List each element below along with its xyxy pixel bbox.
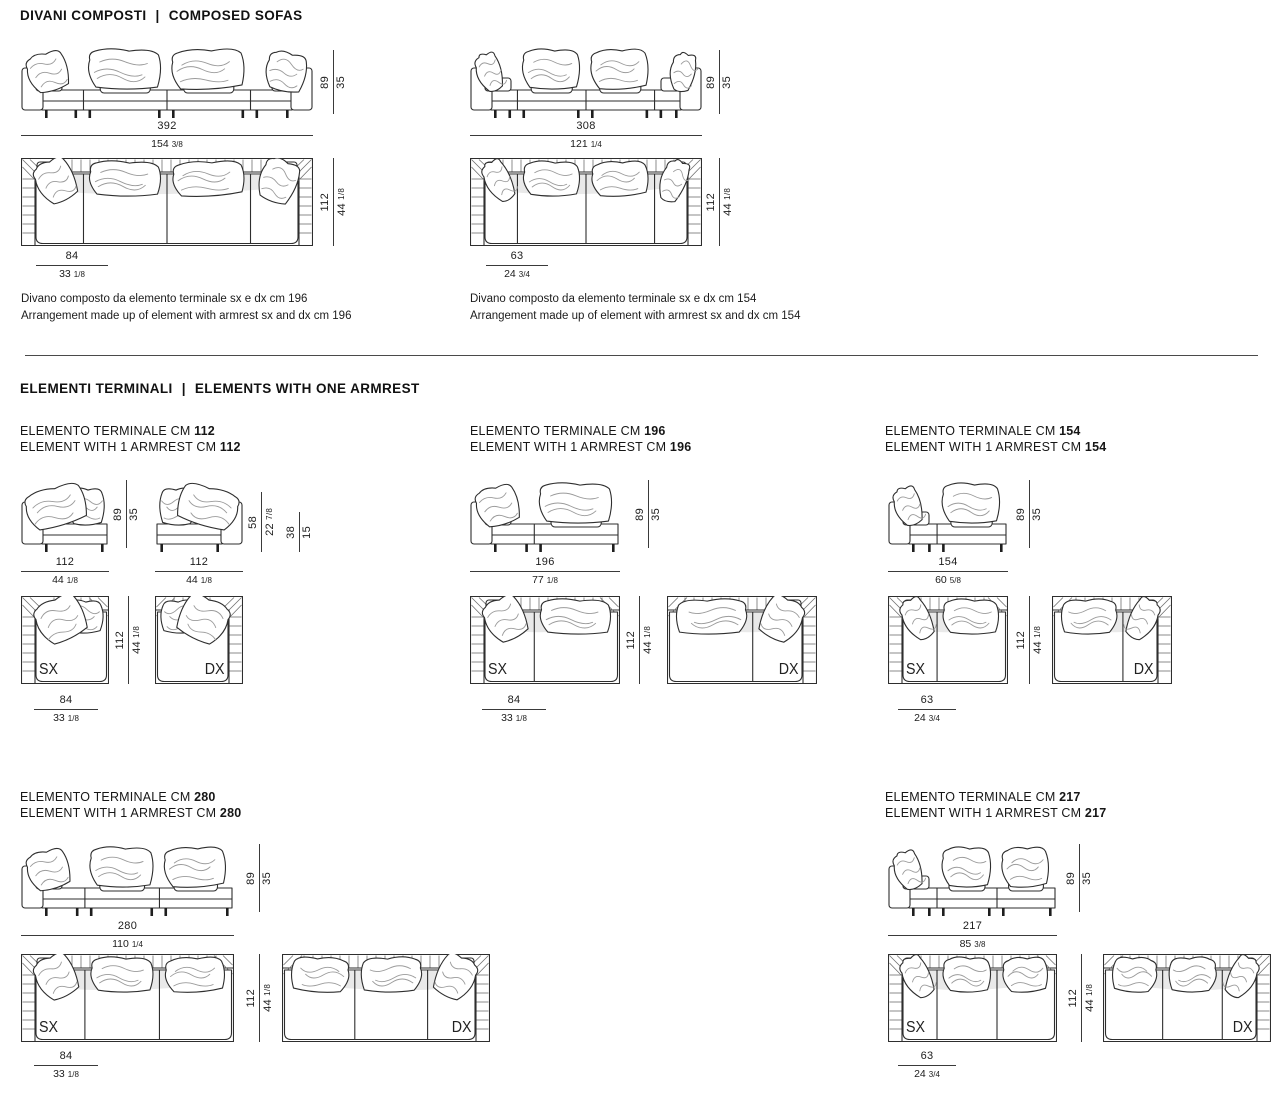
element-196-plan-sx-drawing [470,596,620,684]
plan-label-sx: SX [488,661,508,678]
dim-in-label: 35 [335,75,347,89]
element-280-front-drawing [21,840,234,918]
dim-cm-label: 280 [117,920,138,932]
width-dim-112-dx [155,556,243,587]
dim-cm-label: 63 [510,250,524,262]
section-title-en: ELEMENTS WITH ONE ARMREST [194,381,420,396]
dim-cm-label: 89 [634,507,646,521]
element-196-plan-dx-drawing [667,596,817,684]
element-112-plan-sx-drawing [21,596,109,684]
dim-cm-label: 112 [114,630,126,650]
dim-cm-label: 112 [319,192,331,212]
composed-sofa-392-caption [21,291,351,324]
title-separator: | [181,381,186,396]
dim-cm-label: 112 [705,192,717,212]
dim-in-label: 35 [721,75,733,89]
dim-in-label: 121 1/4 [570,138,602,150]
dimension-line [34,709,98,710]
element-154-plan-sx-drawing [888,596,1008,684]
composed-sofa-392-plan-drawing [21,158,313,246]
dim-in-label: 441/8 [1032,626,1044,654]
dim-cm-label: 84 [65,250,79,262]
dim-in-label: 77 1/8 [532,574,558,586]
caption-en: Arrangement made up of element with armrest sx and dx cm 196 [21,309,352,322]
element-title-en: ELEMENT WITH 1 ARMREST CM 196 [470,440,692,454]
dim-cm-label: 84 [59,694,73,706]
plan-label-sx: SX [39,661,59,678]
dim-cm-label: 38 [285,525,297,539]
dim-in-label: 441/8 [1084,984,1096,1012]
element-title-it: ELEMENTO TERMINALE CM 217 [885,790,1081,804]
dim-cm-label: 308 [576,120,596,132]
dim-cm-label: 112 [245,988,257,1008]
dim-in-label: 35 [650,507,662,521]
plan-label-sx: SX [906,661,926,678]
section-title-it: ELEMENTI TERMINALI [20,381,173,396]
dimension-line [898,1065,956,1066]
arm-dim-280 [34,1050,98,1081]
dim-in-label: 44 1/8 [52,574,78,586]
plan-label-sx: SX [39,1019,59,1036]
dim-in-label: 85 3/8 [959,938,986,950]
composed-sofa-308-front-drawing [470,42,702,120]
dim-in-label: 33 1/8 [53,712,79,724]
element-title-en: ELEMENT WITH 1 ARMREST CM 217 [885,806,1107,820]
caption-it: Divano composto da elemento terminale sx e dx cm 196 [21,293,308,305]
dim-cm-label: 89 [705,75,717,89]
dim-in-label: 35 [261,871,273,885]
depth-dim-154 [1014,596,1046,684]
element-title-en: ELEMENT WITH 1 ARMREST CM 154 [885,440,1107,454]
depth-dim-308 [704,158,736,246]
dim-in-label: 441/8 [642,626,654,654]
dim-in-label: 24 3/4 [504,268,530,280]
caption-en: Arrangement made up of element with armrest sx and dx cm 154 [470,309,801,322]
dim-in-label: 227/8 [264,508,276,536]
armrest-height-dim-112 [246,492,278,552]
dim-in-label: 35 [1031,507,1043,521]
element-title-en: ELEMENT WITH 1 ARMREST CM 112 [20,440,241,454]
arm-dim-217 [898,1050,956,1081]
dimension-line [21,935,234,936]
dim-cm-label: 63 [920,694,934,706]
element-112-front-dx-drawing [155,476,243,554]
dim-in-label: 33 1/8 [501,712,527,724]
dimension-line [470,135,702,136]
element-154-title [885,423,1106,455]
element-title-it: ELEMENTO TERMINALE CM 154 [885,424,1081,438]
element-217-plan-dx-drawing [1103,954,1271,1042]
dim-in-label: 441/8 [722,188,734,216]
dim-in-label: 35 [1081,871,1093,885]
width-dim-112-sx [21,556,109,587]
dim-in-label: 15 [301,525,313,539]
element-217-plan-sx-drawing [888,954,1057,1042]
height-dim-217 [1064,844,1095,912]
element-196-title [470,423,691,455]
section-title-composed-sofas [20,8,303,23]
dim-cm-label: 84 [507,694,521,706]
composed-sofa-392-front-drawing [21,42,313,120]
height-dim-280 [244,844,275,912]
element-217-title [885,789,1106,821]
dim-cm-label: 154 [938,556,958,568]
dimension-line [470,571,620,572]
element-112-front-sx-drawing [21,476,109,554]
dim-in-label: 44 1/8 [186,574,212,586]
element-title-en: ELEMENT WITH 1 ARMREST CM 280 [20,806,242,820]
arm-dim-308 [486,250,548,281]
dim-cm-label: 112 [189,556,209,568]
depth-dim-196 [624,596,656,684]
plan-label-dx: DX [205,661,225,678]
dim-cm-label: 89 [112,507,124,521]
plan-label-dx: DX [1134,661,1154,678]
element-280-plan-dx-drawing [282,954,490,1042]
dimension-line [36,265,108,266]
plan-label-dx: DX [779,661,799,678]
section-title-terminal-elements [20,381,420,396]
dim-cm-label: 63 [920,1050,934,1062]
dim-in-label: 24 3/4 [914,712,940,724]
dimension-line [898,709,956,710]
dimension-line [888,571,1008,572]
dim-in-label: 441/8 [336,188,348,216]
dim-cm-label: 89 [245,871,257,885]
arm-dim-154 [898,694,956,725]
element-title-it: ELEMENTO TERMINALE CM 280 [20,790,216,804]
dimension-line [21,571,109,572]
dimension-line [155,571,243,572]
arm-dim-112 [34,694,98,725]
width-dim-217 [888,920,1057,951]
dim-cm-label: 58 [247,515,259,529]
section-title-en: COMPOSED SOFAS [168,8,303,23]
width-dim-154 [888,556,1008,587]
dim-cm-label: 112 [625,630,637,650]
dim-in-label: 60 5/8 [935,574,961,586]
dim-cm-label: 89 [319,75,331,89]
dim-cm-label: 89 [1065,871,1077,885]
dim-in-label: 24 3/4 [914,1068,940,1080]
dim-cm-label: 112 [1015,630,1027,650]
dim-in-label: 33 1/8 [53,1068,79,1080]
plan-label-dx: DX [1233,1019,1253,1036]
element-title-it: ELEMENTO TERMINALE CM 112 [20,424,215,438]
dimension-line [482,709,546,710]
height-dim-112 [111,480,142,548]
dimension-line [486,265,548,266]
dim-in-label: 154 3/8 [151,138,183,150]
element-196-front-drawing [470,476,620,554]
element-280-title [20,789,241,821]
caption-it: Divano composto da elemento terminale sx e dx cm 154 [470,293,757,305]
section-divider [25,355,1258,356]
width-dim-280 [21,920,234,951]
width-dim-308 [470,120,702,151]
dim-in-label: 33 1/8 [59,268,85,280]
depth-dim-392 [318,158,350,246]
dim-in-label: 441/8 [131,626,143,654]
dim-cm-label: 112 [1067,988,1079,1008]
dim-cm-label: 89 [1015,507,1027,521]
dim-cm-label: 217 [962,920,983,932]
composed-sofa-308-plan-drawing [470,158,702,246]
element-280-plan-sx-drawing [21,954,234,1042]
element-154-front-drawing [888,476,1008,554]
dim-in-label: 35 [128,507,140,521]
width-dim-392 [21,120,313,151]
dimension-line [21,135,313,136]
height-dim-392 [318,50,349,114]
dim-in-label: 441/8 [262,984,274,1012]
dimension-line [34,1065,98,1066]
dim-cm-label: 196 [535,556,555,568]
element-112-plan-dx-drawing [155,596,243,684]
element-217-front-drawing [888,840,1057,918]
section-title-it: DIVANI COMPOSTI [20,8,147,23]
dimension-line [888,935,1057,936]
element-112-title [20,423,241,455]
plan-label-dx: DX [452,1019,472,1036]
element-154-plan-dx-drawing [1052,596,1172,684]
depth-dim-280 [244,954,276,1042]
arm-dim-392 [36,250,108,281]
depth-dim-112 [113,596,145,684]
height-dim-196 [633,480,664,548]
dim-cm-label: 84 [59,1050,73,1062]
dim-in-label: 110 1/4 [112,938,143,950]
dim-cm-label: 112 [55,556,75,568]
dim-cm-label: 392 [157,120,177,132]
height-dim-308 [704,50,735,114]
element-title-it: ELEMENTO TERMINALE CM 196 [470,424,666,438]
title-separator: | [155,8,160,23]
width-dim-196 [470,556,620,587]
height-dim-154 [1014,480,1045,548]
depth-dim-217 [1066,954,1098,1042]
composed-sofa-308-caption [470,291,800,324]
plan-label-sx: SX [906,1019,926,1036]
arm-dim-196 [482,694,546,725]
seat-height-dim-112 [284,512,315,552]
